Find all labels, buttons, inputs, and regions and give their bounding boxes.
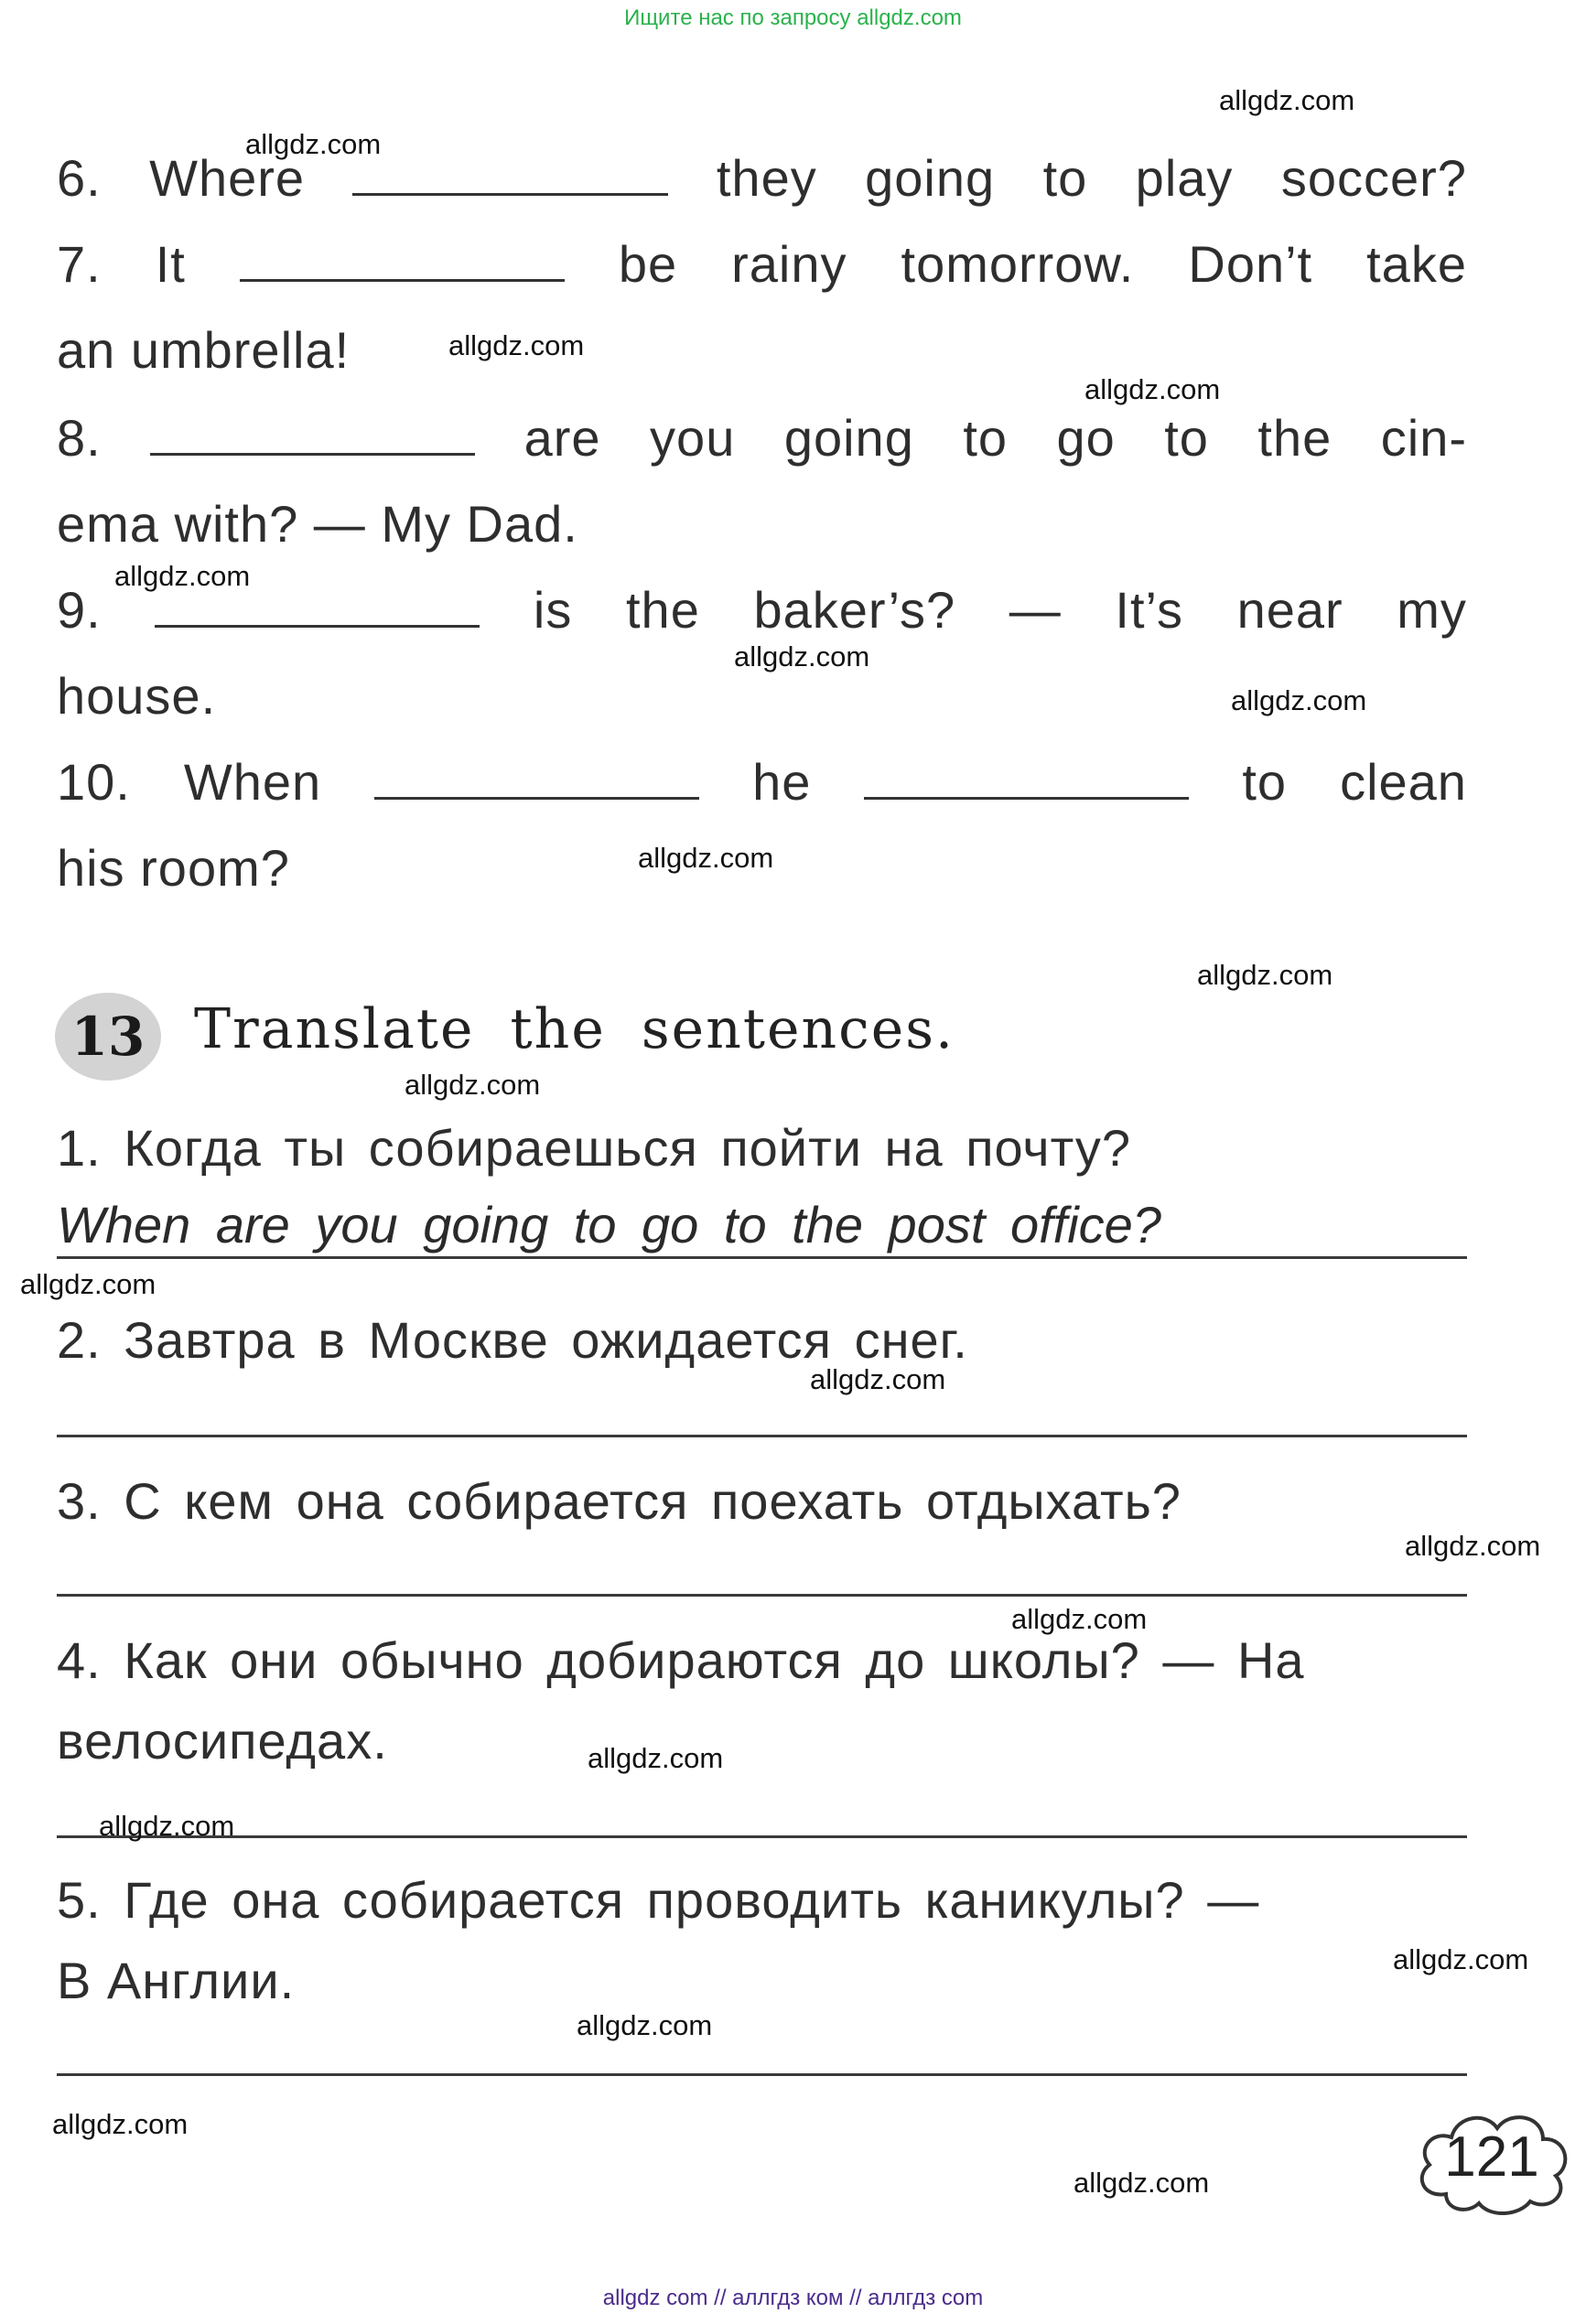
ex13-question-5-cont: В Англии.: [57, 1952, 296, 2009]
watermark: allgdz.com: [114, 560, 251, 592]
q6-word: going: [865, 149, 996, 207]
q8-word: going: [783, 409, 914, 467]
question-9: [57, 580, 1467, 640]
watermark: allgdz.com: [405, 1069, 541, 1101]
watermark: allgdz.com: [52, 2108, 189, 2140]
q6-word-where: Where: [149, 149, 306, 207]
q6-num: 6.: [57, 149, 102, 207]
answer-line-2: [57, 1435, 1467, 1437]
q8-word: you: [650, 409, 736, 467]
ex13-question-2: 2. Завтра в Москве ожидается снег.: [57, 1311, 968, 1369]
q7-blank: [240, 242, 565, 282]
ex13-answer-1: When are you going to go to the post office?: [57, 1195, 1467, 1259]
q10-num: 10.: [57, 753, 131, 811]
watermark: allgdz.com: [20, 1268, 156, 1300]
q8-word: to: [963, 409, 1009, 467]
q6-word: they: [716, 149, 817, 207]
watermark: allgdz.com: [245, 128, 382, 160]
ex13-question-4: 4. Как они обычно добираются до школы? — На: [57, 1631, 1305, 1689]
q9-num: 9.: [57, 581, 102, 639]
watermark: allgdz.com: [1011, 1603, 1148, 1635]
ex13-question-4-cont: велосипедах.: [57, 1712, 388, 1770]
q10-blank-1: [374, 760, 699, 800]
q10-blank-2: [864, 760, 1189, 800]
question-8: [57, 408, 1467, 468]
q8-word: cin-: [1380, 409, 1467, 467]
page-number: 121: [1444, 2125, 1539, 2189]
q9-continuation: house.: [57, 667, 217, 725]
q8-word: to: [1164, 409, 1209, 467]
answer-line-4: [57, 1835, 1467, 1838]
watermark: allgdz.com: [1074, 2167, 1210, 2199]
q9-word: baker’s?: [753, 581, 956, 639]
watermark: allgdz.com: [588, 1742, 724, 1774]
q8-blank: [150, 416, 475, 456]
q8-word: the: [1257, 409, 1332, 467]
q6-word: soccer?: [1280, 149, 1467, 207]
q10-word: clean: [1340, 753, 1467, 811]
question-10: [57, 752, 1467, 812]
watermark: allgdz.com: [1197, 959, 1333, 991]
q7-continuation: an umbrella!: [57, 321, 351, 379]
answer-line-3: [57, 1594, 1467, 1597]
watermark: allgdz.com: [1219, 84, 1355, 116]
exercise-number-badge: 13: [55, 993, 161, 1081]
q7-word: take: [1366, 235, 1467, 293]
ex13-question-1: 1. Когда ты собираешься пойти на почту?: [57, 1119, 1132, 1177]
watermark: allgdz.com: [448, 329, 585, 361]
watermark: allgdz.com: [1393, 1943, 1529, 1975]
ex13-question-5: 5. Где она собирается проводить каникулы? —: [57, 1871, 1260, 1929]
watermark: allgdz.com: [810, 1363, 946, 1395]
q6-word: play: [1135, 149, 1234, 207]
question-7: [57, 234, 1467, 294]
watermark: allgdz.com: [1405, 1530, 1541, 1562]
q7-word: Don’t: [1188, 235, 1313, 293]
watermark: allgdz.com: [638, 842, 774, 874]
watermark: allgdz.com: [1084, 373, 1221, 405]
q7-word: It: [155, 235, 186, 293]
q8-word: are: [523, 409, 601, 467]
q10-continuation: his room?: [57, 839, 290, 897]
q9-word: near: [1236, 581, 1343, 639]
bottom-banner: allgdz com // аллгдз ком // аллгдз com: [602, 2286, 984, 2310]
search-banner: Ищите нас по запросу allgdz.com: [624, 5, 962, 30]
q9-word: my: [1397, 581, 1467, 639]
q10-word: he: [752, 753, 812, 811]
q9-blank: [155, 588, 480, 628]
q6-word: to: [1042, 149, 1088, 207]
answer-line-5: [57, 2073, 1467, 2076]
q7-word: tomorrow.: [901, 235, 1135, 293]
q9-word: the: [625, 581, 700, 639]
q9-word: It’s: [1115, 581, 1183, 639]
q9-word: —: [1009, 581, 1062, 639]
exercise-heading: Translate the sentences.: [194, 997, 955, 1061]
watermark: allgdz.com: [577, 2009, 713, 2041]
q10-word: When: [183, 753, 322, 811]
q6-blank: [352, 156, 668, 196]
q7-num: 7.: [57, 235, 102, 293]
ex13-question-3: 3. С кем она собирается поехать отдыхать?: [57, 1472, 1181, 1530]
q10-word: to: [1242, 753, 1288, 811]
q8-continuation: ema with? — My Dad.: [57, 495, 578, 553]
q8-word: go: [1056, 409, 1116, 467]
watermark: allgdz.com: [99, 1810, 235, 1842]
q7-word: rainy: [731, 235, 847, 293]
watermark: allgdz.com: [1231, 684, 1367, 716]
watermark: allgdz.com: [734, 640, 870, 672]
q9-word: is: [533, 581, 573, 639]
q8-num: 8.: [57, 409, 102, 467]
q7-word: be: [618, 235, 678, 293]
